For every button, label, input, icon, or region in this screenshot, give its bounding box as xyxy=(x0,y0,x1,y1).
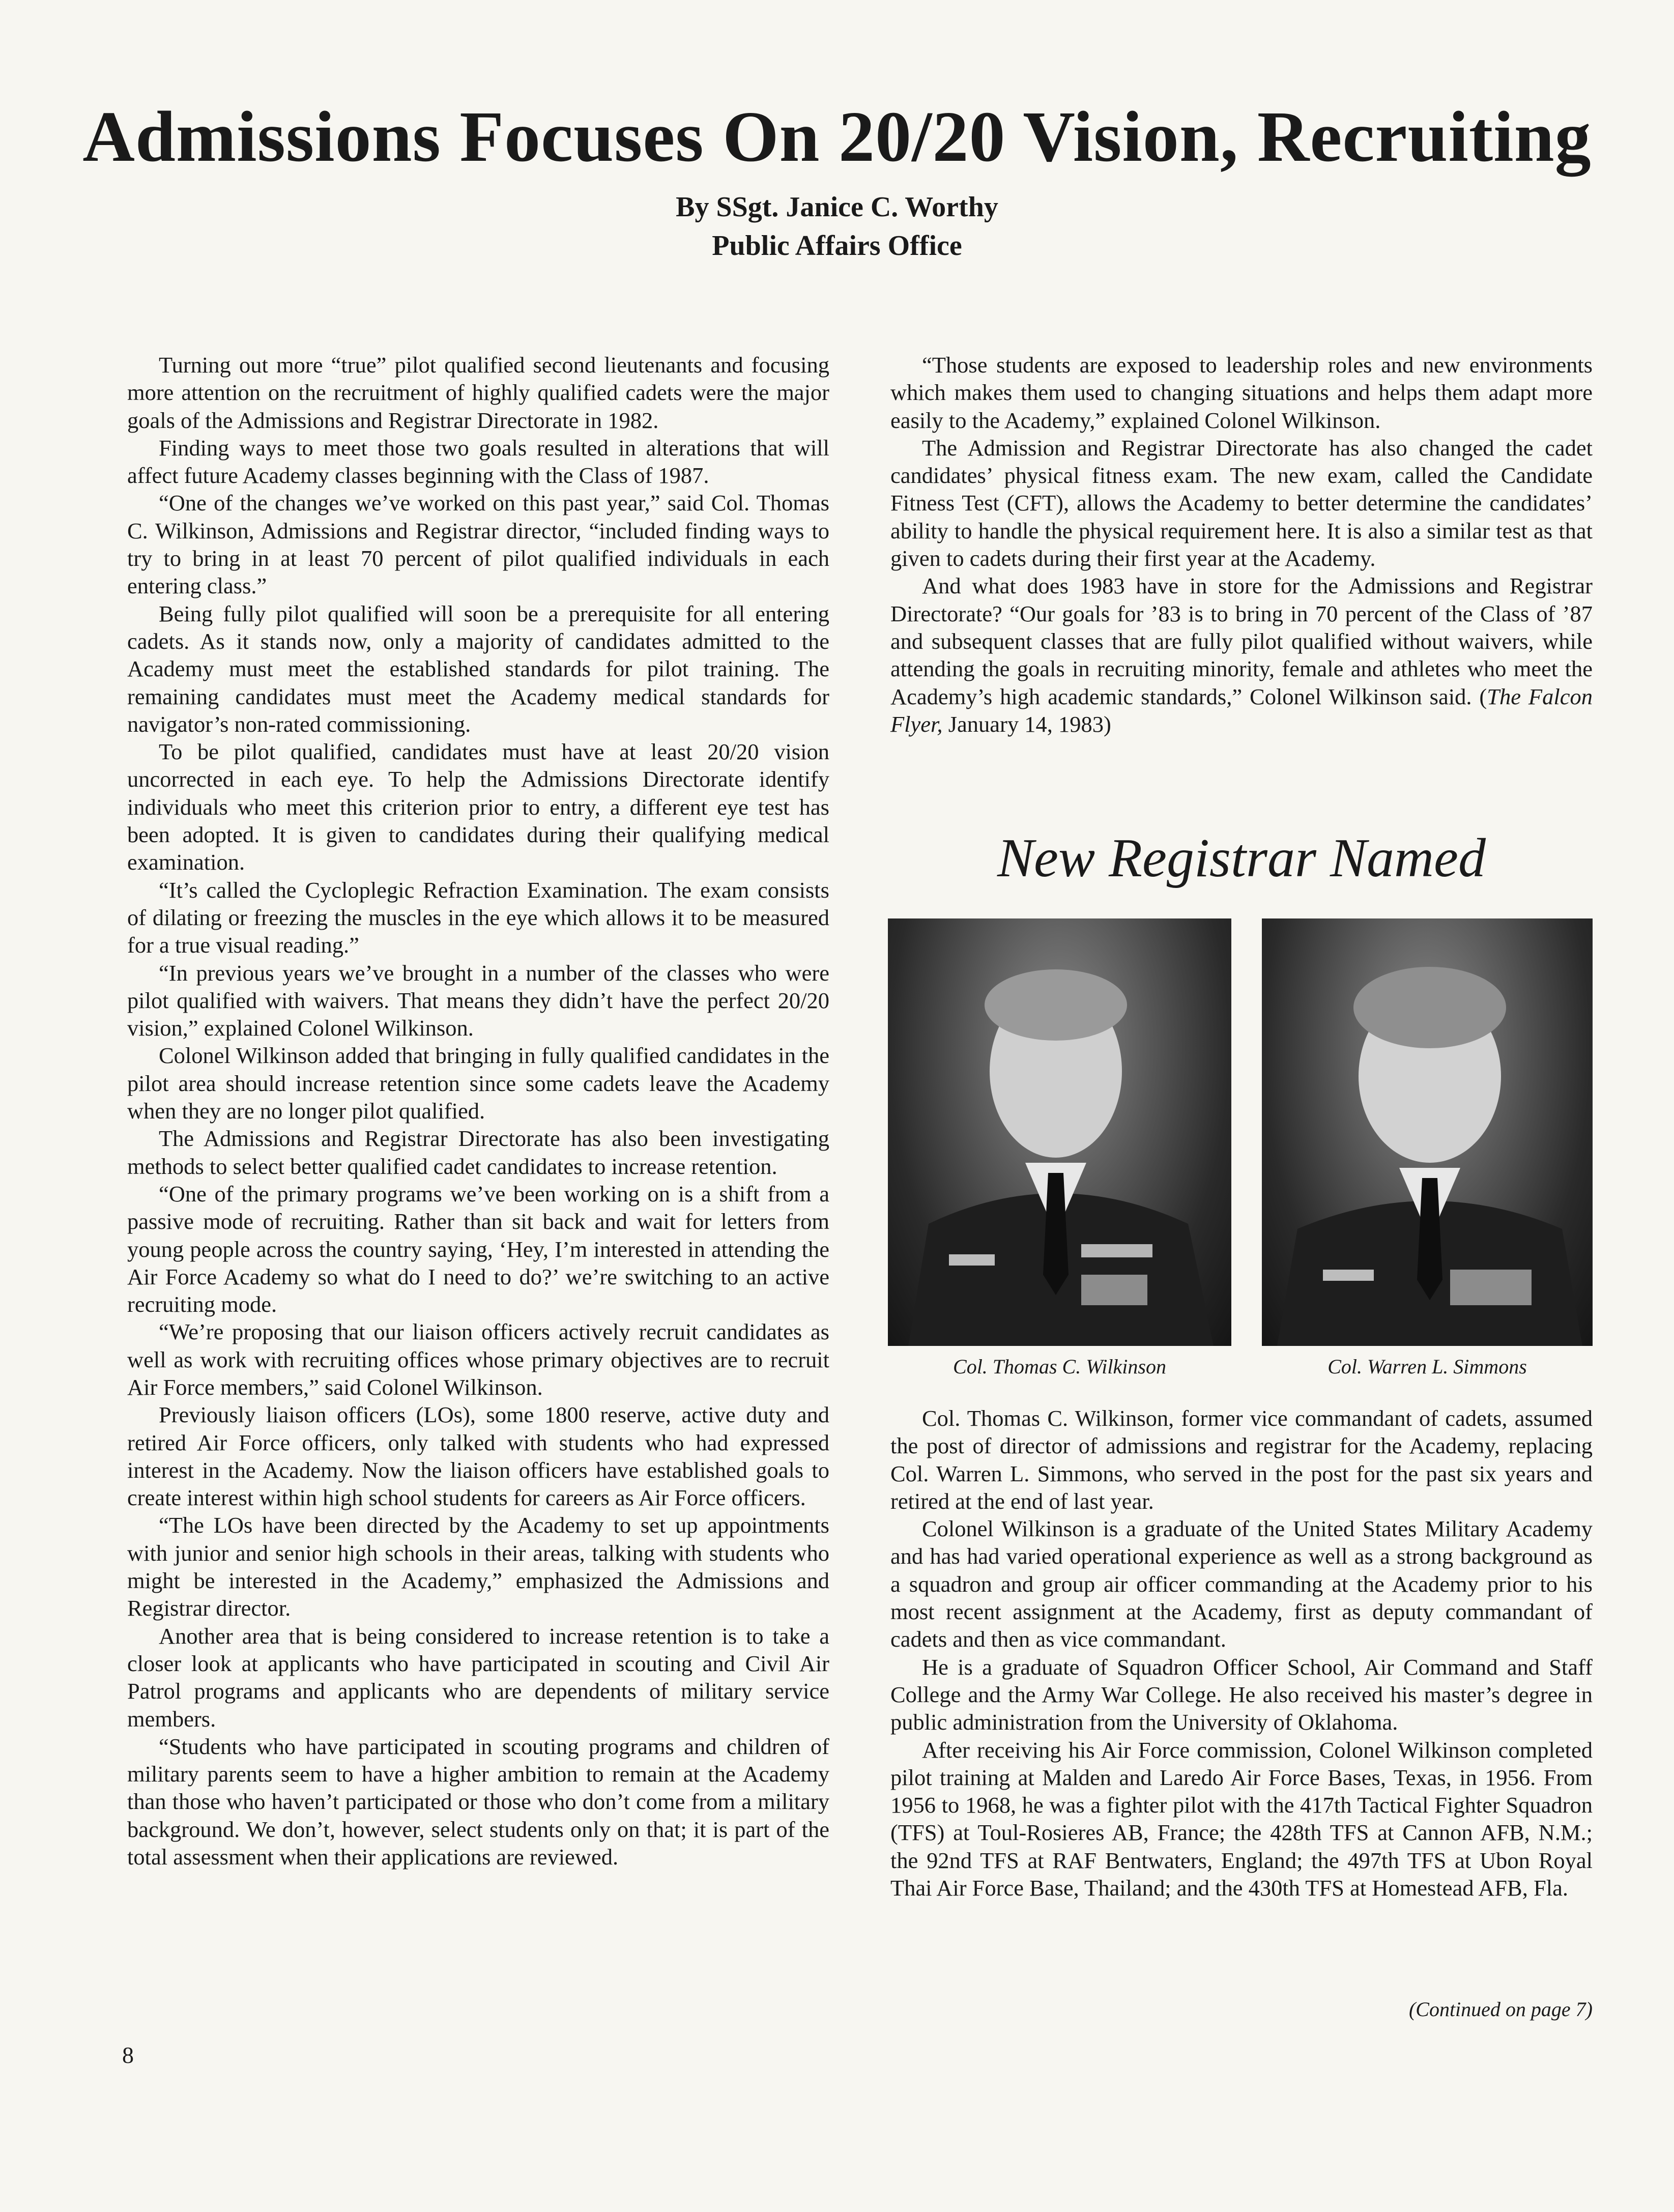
sidebar-heading: New Registrar Named xyxy=(997,828,1486,888)
article-paragraph: Finding ways to meet those two goals resulted in alterations that will affect future Academy classes beginning with the Class of 1987. xyxy=(127,435,829,489)
article-paragraph: “It’s called the Cycloplegic Refraction Examination. The exam consists of dilating or freezing the muscles in the eye which allows it to be measured for a true visual reading.” xyxy=(127,877,829,958)
article-paragraph: Turning out more “true” pilot qualified second lieutenants and focusing more attention on the recruitment of highly qualified cadets were the major goals of the Admissions and Registrar Directorate in 1982. xyxy=(127,352,829,433)
article-title: Admissions Focuses On 20/20 Vision, Recruiting xyxy=(82,96,1592,177)
portrait-silhouette xyxy=(888,918,1231,1346)
source-date: January 14, 1983 xyxy=(948,711,1104,737)
byline xyxy=(0,188,1674,265)
page-number: 8 xyxy=(122,2042,134,2068)
sidebar-paragraph: Col. Thomas C. Wilkinson, former vice commandant of cadets, assumed the post of director of admissions and registrar for the Academy, replacing Col. Warren L. Simmons, who served in the post for the past six years and retired at the end of last year. xyxy=(890,1405,1593,1514)
portrait-silhouette xyxy=(1262,918,1593,1346)
photo-caption: Col. Warren L. Simmons xyxy=(1327,1355,1527,1378)
source-publication: The Falcon Flyer, xyxy=(890,683,1593,737)
article-paragraph: Colonel Wilkinson added that bringing in fully qualified candidates in the pilot area should increase retention since some cadets leave the Academy when they are no longer pilot qualified. xyxy=(127,1043,829,1124)
byline-office: Public Affairs Office xyxy=(712,229,962,262)
article-paragraph: Being fully pilot qualified will soon be a prerequisite for all entering cadets. As it stands now, only a majority of candidates admitted to the Academy must meet the established standards for pilot training. The remaining candidates must meet the Academy medical standards for navigator’s non-rated commissioning. xyxy=(127,600,829,737)
photo-caption: Col. Thomas C. Wilkinson xyxy=(953,1355,1166,1378)
article-paragraph: “Those students are exposed to leadership roles and new environments which makes them used to changing situations and helps them adapt more easily to the Academy,” explained Colonel Wilkinson. xyxy=(890,352,1593,433)
byline-author: By SSgt. Janice C. Worthy xyxy=(676,191,998,223)
article-right-column xyxy=(890,351,1593,738)
sidebar-paragraph: Colonel Wilkinson is a graduate of the United States Military Academy and has had varied operational experience as well as a strong background as a squadron and group air officer commanding at the Academy prior to his most recent assignment at the Academy, first as deputy commandant of cadets and then as vice commandant. xyxy=(890,1516,1593,1652)
article-paragraph: “We’re proposing that our liaison officers actively recruit candidates as well as work with recruiting offices whose primary objectives are to recruit Air Force members,” said Colonel Wilkinson. xyxy=(127,1319,829,1400)
article-paragraph: “One of the primary programs we’ve been working on is a shift from a passive mode of recruiting. Rather than sit back and wait for letters from young people across the country saying, ‘Hey, I’m interested in attending the Air Force Academy so what do I need to do?’ we’re switching to an active recruiting mode. xyxy=(127,1181,829,1317)
article-paragraph: Previously liaison officers (LOs), some 1800 reserve, active duty and retired Air Force officers, only talked with students who had expressed interest in the Academy. Now the liaison officers have established goals to create interest within high school students for careers as Air Force officers. xyxy=(127,1402,829,1511)
article-closing-paragraph: And what does 1983 have in store for the Admissions and Registrar Directorate? “Our goals for ’83 is to bring in 70 percent of the Class of ’87 and subsequent classes that are fully pilot qualified without waivers, while attending the goals in recruiting minority, female and athletes who meet the Academy’s high academic standards,” Colonel Wilkinson said. (The Falcon Flyer, January 14, 1983) xyxy=(890,573,1593,737)
closing-text: And what does 1983 have in store for the Admissions and Registrar Directorate? “Our goals for ’83 is to bring in 70 percent of the Class of ’87 and subsequent classes that are fully pilot qualified without waivers, while attending the goals in recruiting minority, female and athletes who meet the Academy’s high academic standards,” Colonel Wilkinson said. xyxy=(890,573,1593,709)
article-left-column xyxy=(127,351,829,1871)
photo-wilkinson xyxy=(888,918,1231,1346)
sidebar-paragraph: After receiving his Air Force commission, Colonel Wilkinson completed pilot training at Malden and Laredo Air Force Bases, Texas, in 1956. From 1956 to 1968, he was a fighter pilot with the 417th Tactical Fighter Squadron (TFS) at Toul-Rosieres AB, France; the 428th TFS at Cannon AFB, N.M.; the 92nd TFS at RAF Bentwaters, England; the 497th TFS at Ubon Royal Thai Air Force Base, Thailand; and the 430th TFS at Homestead AFB, Fla. xyxy=(890,1737,1593,1901)
continued-note: (Continued on page 7) xyxy=(1408,1998,1593,2021)
sidebar-paragraph: He is a graduate of Squadron Officer School, Air Command and Staff College and the Army War College. He also received his master’s degree in public administration from the University of Oklahoma. xyxy=(890,1654,1593,1735)
article-paragraph: The Admission and Registrar Directorate has also changed the cadet candidates’ physical fitness exam. The new exam, called the Candidate Fitness Test (CFT), allows the Academy to better determine the candidates’ ability to handle the physical requirement here. It is also a similar test as that given to cadets during their first year at the Academy. xyxy=(890,435,1593,571)
article-paragraph: “The LOs have been directed by the Academy to set up appointments with junior and senior high schools in their areas, talking with students who might be interested in the Academy,” emphasized the Admissions and Registrar director. xyxy=(127,1512,829,1621)
photo-simmons xyxy=(1262,918,1593,1346)
article-paragraph: “In previous years we’ve brought in a number of the classes who were pilot qualified with waivers. That means they didn’t have the perfect 20/20 vision,” explained Colonel Wilkinson. xyxy=(127,960,829,1041)
sidebar-body xyxy=(890,1404,1593,1902)
article-paragraph: To be pilot qualified, candidates must have at least 20/20 vision uncorrected in each eye. To help the Admissions Directorate identify individuals who meet this criterion prior to entry, a different eye test has been adopted. It is given to candidates during their qualifying medical examination. xyxy=(127,739,829,875)
article-paragraph: Another area that is being considered to increase retention is to take a closer look at applicants who have participated in scouting and Civil Air Patrol programs and applicants who are dependents of military service members. xyxy=(127,1623,829,1732)
article-paragraph: The Admissions and Registrar Directorate has also been investigating methods to select better qualified cadet candidates to increase retention. xyxy=(127,1126,829,1179)
article-paragraph: “Students who have participated in scouting programs and children of military parents seem to have a higher ambition to remain at the Academy than those who haven’t participated or those who don’t come from a military background. We don’t, however, select students only on that; it is part of the total assessment when their applications are reviewed. xyxy=(127,1733,829,1870)
article-paragraph: “One of the changes we’ve worked on this past year,” said Col. Thomas C. Wilkinson, Admissions and Registrar director, “included finding ways to try to bring in at least 70 percent of pilot qualified individuals in each entering class.” xyxy=(127,490,829,599)
